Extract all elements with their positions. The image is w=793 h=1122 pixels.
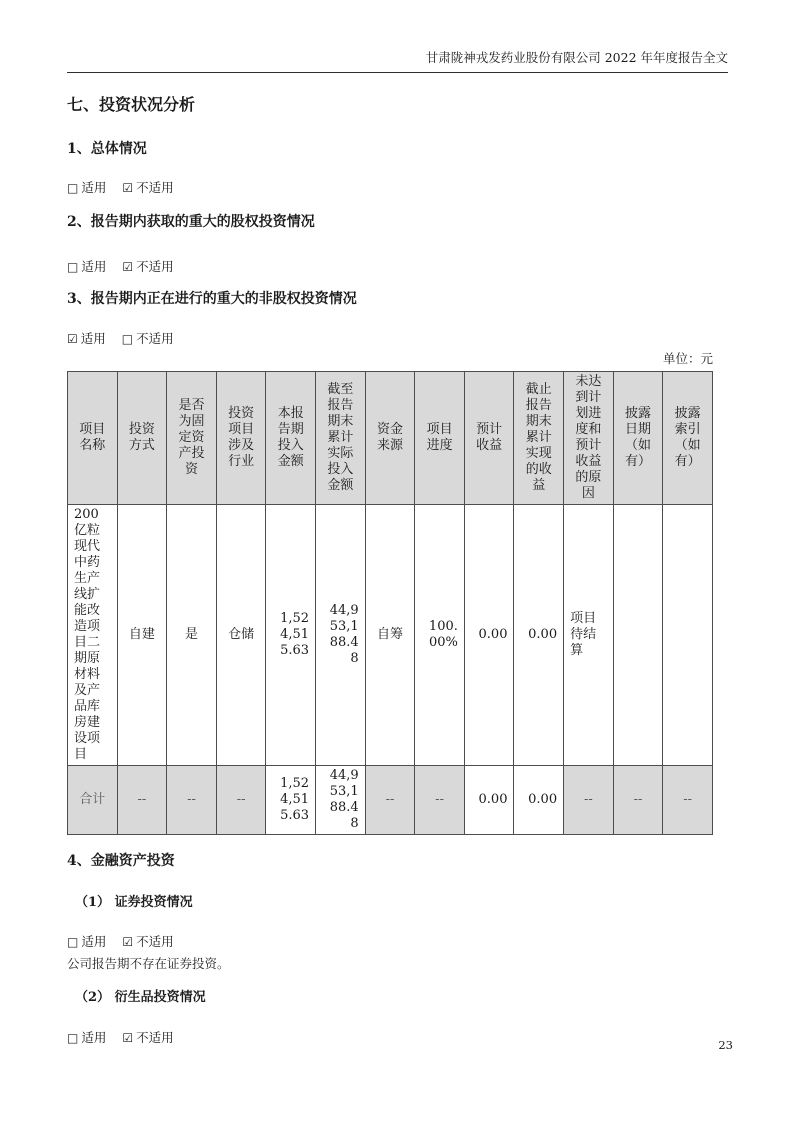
- total-disclosure-date: --: [613, 766, 663, 835]
- col-realized-return: 截止报告期末累计实现的收益: [514, 372, 564, 505]
- report-header-title: 甘肃陇神戎发药业股份有限公司 2022 年年度报告全文: [67, 50, 728, 73]
- subsection-4-title: 4、金融资产投资: [67, 853, 175, 869]
- option-label: 适用: [81, 934, 107, 949]
- total-cumulative-invested: 44,953,188.48: [316, 766, 366, 835]
- table-header-row: [68, 372, 713, 505]
- applicability-row-3: [67, 331, 728, 347]
- cell-current-period-amount: 1,524,515.63: [266, 505, 316, 766]
- checkbox-unchecked-icon: □: [67, 260, 79, 274]
- table-row: [68, 505, 713, 766]
- option-label: 适用: [81, 180, 107, 195]
- cell-project-name: 200 亿粒现代中药生产线扩能改造项目二期原材料及产品库房建设项目: [68, 505, 118, 766]
- subsection-4-2-title: （2） 衍生品投资情况: [75, 990, 206, 1005]
- applicability-row-4-1: [67, 934, 728, 950]
- investment-table: [67, 371, 713, 835]
- col-cumulative-invested: 截至报告期末累计实际投入金额: [316, 372, 366, 505]
- checkbox-checked-icon: ☑: [122, 181, 134, 195]
- applicability-row-1: [67, 180, 728, 196]
- subsection-3-title: 3、报告期内正在进行的重大的非股权投资情况: [67, 291, 357, 307]
- option-not-applicable: [122, 1030, 173, 1045]
- cell-disclosure-index: [663, 505, 713, 766]
- total-progress: --: [415, 766, 465, 835]
- col-disclosure-index: 披露索引（如有）: [663, 372, 713, 505]
- option-applicable: [67, 934, 106, 949]
- total-current-period-amount: 1,524,515.63: [266, 766, 316, 835]
- col-disclosure-date: 披露日期（如有）: [613, 372, 663, 505]
- subsection-1-title: 1、总体情况: [67, 141, 147, 157]
- col-fund-source: 资金来源: [365, 372, 415, 505]
- total-delay-reason: --: [564, 766, 614, 835]
- cell-investment-method: 自建: [117, 505, 167, 766]
- cell-expected-return: 0.00: [464, 505, 514, 766]
- col-industry: 投资项目涉及行业: [216, 372, 266, 505]
- option-not-applicable: [122, 180, 173, 195]
- securities-note: 公司报告期不存在证券投资。: [67, 956, 230, 971]
- investment-table-block: [67, 351, 713, 835]
- checkbox-checked-icon: ☑: [122, 1031, 134, 1045]
- option-label: 不适用: [136, 1030, 174, 1045]
- total-industry: --: [216, 766, 266, 835]
- cell-delay-reason: 项目待结算: [564, 505, 614, 766]
- option-label: 不适用: [136, 331, 174, 346]
- subsection-2-title: 2、报告期内获取的重大的股权投资情况: [67, 214, 315, 230]
- subsection-4-1-title: （1） 证券投资情况: [75, 895, 193, 910]
- option-label: 不适用: [136, 180, 174, 195]
- applicability-row-2: [67, 259, 728, 275]
- col-expected-return: 预计收益: [464, 372, 514, 505]
- applicability-row-4-2: [67, 1030, 728, 1046]
- checkbox-unchecked-icon: □: [121, 332, 134, 346]
- option-label: 适用: [81, 1030, 107, 1045]
- col-current-period-amount: 本报告期投入金额: [266, 372, 316, 505]
- checkbox-unchecked-icon: □: [67, 181, 79, 195]
- option-not-applicable: [122, 934, 173, 949]
- option-label: 不适用: [136, 259, 174, 274]
- col-project-name: 项目名称: [68, 372, 118, 505]
- cell-disclosure-date: [613, 505, 663, 766]
- cell-realized-return: 0.00: [514, 505, 564, 766]
- total-disclosure-index: --: [663, 766, 713, 835]
- option-not-applicable: [122, 331, 174, 346]
- col-progress: 项目进度: [415, 372, 465, 505]
- option-label: 不适用: [136, 934, 174, 949]
- checkbox-unchecked-icon: □: [67, 935, 79, 949]
- option-label: 适用: [81, 259, 107, 274]
- option-applicable: [67, 331, 106, 346]
- col-delay-reason: 未达到计划进度和预计收益的原因: [564, 372, 614, 505]
- option-applicable: [67, 259, 106, 274]
- cell-progress: 100.00%: [415, 505, 465, 766]
- table-total-row: [68, 766, 713, 835]
- unit-label: 单位：元: [662, 351, 713, 366]
- total-fund-source: --: [365, 766, 415, 835]
- option-applicable: [67, 180, 106, 195]
- section-7-title: 七、投资状况分析: [67, 95, 196, 114]
- cell-fixed-asset: 是: [167, 505, 217, 766]
- checkbox-checked-icon: ☑: [67, 332, 78, 346]
- page-content: [67, 88, 728, 1046]
- cell-cumulative-invested: 44,953,188.48: [316, 505, 366, 766]
- total-fixed-asset: --: [167, 766, 217, 835]
- total-expected-return: 0.00: [464, 766, 514, 835]
- checkbox-checked-icon: ☑: [122, 260, 134, 274]
- option-label: 适用: [80, 331, 106, 346]
- total-label: 合计: [68, 766, 118, 835]
- option-applicable: [67, 1030, 106, 1045]
- checkbox-unchecked-icon: □: [67, 1031, 79, 1045]
- total-realized-return: 0.00: [514, 766, 564, 835]
- col-investment-method: 投资方式: [117, 372, 167, 505]
- col-fixed-asset: 是否为固定资产投资: [167, 372, 217, 505]
- option-not-applicable: [122, 259, 173, 274]
- page-number: 23: [718, 1038, 733, 1052]
- cell-industry: 仓储: [216, 505, 266, 766]
- cell-fund-source: 自筹: [365, 505, 415, 766]
- total-investment-method: --: [117, 766, 167, 835]
- checkbox-checked-icon: ☑: [122, 935, 134, 949]
